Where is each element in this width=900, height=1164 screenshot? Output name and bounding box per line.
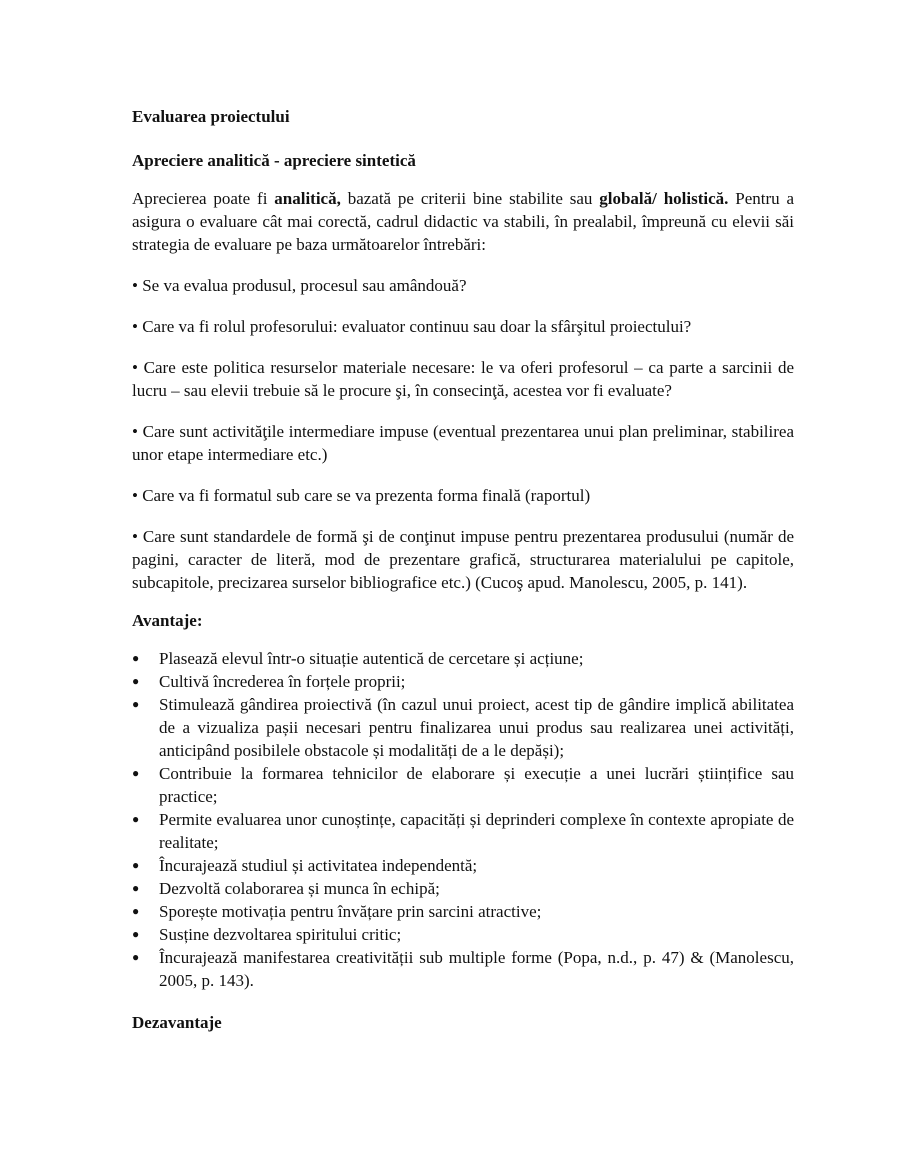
advantage-item: ● Contribuie la formarea tehnicilor de elaborare și execuție a unei lucrări științifice sau practice; [132,762,794,808]
question-item: • Care sunt standardele de formă şi de conţinut impuse pentru prezentarea produsului (număr de pagini, caracter de literă, mod de prezentare grafică, structurarea materialului pe capitole, subcapitole, precizarea surselor bibliografice etc.) (Cucoş apud. Manolescu, 2005, p. 141). [132,527,794,592]
question-item: • Care sunt activităţile intermediare impuse (eventual prezentarea unui plan preliminar, stabilirea unor etape intermediare etc.) [132,422,794,464]
document-page [132,100,794,1034]
section-title: Evaluarea proiectului [132,107,290,126]
advantage-item: ● Stimulează gândirea proiectivă (în cazul unui proiect, acest tip de gândire implică abilitatea de a vizualiza pașii necesari pentru finalizarea unui produs sau realizarea unei activități, anticipând posibilele obstacole și modalități de a le depăși); [132,693,794,762]
subsection-title: Apreciere analitică - apreciere sintetică [132,151,416,170]
advantages-heading: Avantaje: [132,611,203,630]
intro-bold-analitica: analitică, [274,189,341,208]
advantage-item: ● Cultivă încrederea în forțele proprii; [132,670,794,693]
advantage-item: ● Permite evaluarea unor cunoștințe, capacități și deprinderi complexe în contexte apropiate de realitate; [132,808,794,854]
advantage-item: ● Dezvoltă colaborarea și munca în echipă; [132,877,794,900]
question-item: • Se va evalua produsul, procesul sau amândouă? [132,276,467,295]
intro-text-1: Aprecierea poate fi [132,189,275,208]
intro-bold-globala: globală/ holistică. [599,189,729,208]
advantage-item: ● Plasează elevul într-o situație autentică de cercetare și acțiune; [132,647,794,670]
advantage-item: ● Încurajează studiul și activitatea independentă; [132,854,794,877]
advantage-item: ● Încurajează manifestarea creativității sub multiple forme (Popa, n.d., p. 47) & (Manolescu, 2005, p. 143). [132,946,794,992]
question-item: • Care va fi rolul profesorului: evaluator continuu sau doar la sfârşitul proiectului? [132,317,692,336]
advantage-item: ● Susține dezvoltarea spiritului critic; [132,923,794,946]
question-item: • Care este politica resurselor materiale necesare: le va oferi profesorul – ca parte a sarcinii de lucru – sau elevii trebuie să le procure şi, în consecinţă, acestea vor fi evaluate? [132,358,794,400]
intro-text-2: bazată pe criterii bine stabilite sau [340,189,600,208]
intro-text-3: Pentru a asigura o evaluare cât mai corectă, cadrul didactic va stabili, în prealabil, împreună cu elevii săi strategia de evaluare pe baza următoarelor întrebări: [132,189,795,254]
disadvantages-heading: Dezavantaje [132,1013,222,1032]
advantage-item: ● Sporește motivația pentru învățare prin sarcini atractive; [132,900,794,923]
advantages-list [132,647,794,992]
question-item: • Care va fi formatul sub care se va prezenta forma finală (raportul) [132,486,591,505]
intro-paragraph [132,187,794,256]
